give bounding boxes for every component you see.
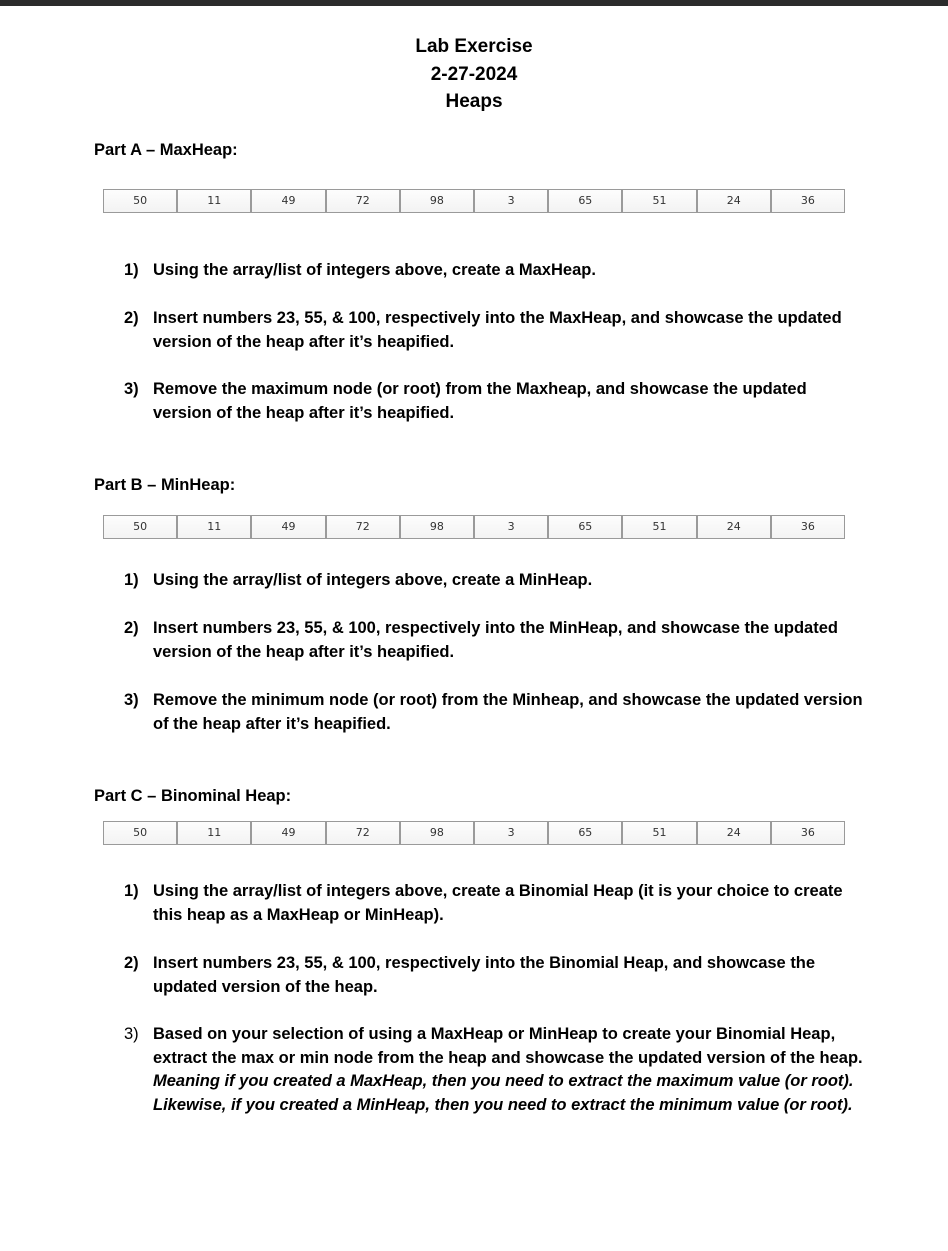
item-number: 2) [124, 309, 139, 327]
item-text: Insert numbers 23, 55, & 100, respectively into the MaxHeap, and showcase the updated version of the heap after it’s heapified. [153, 309, 842, 351]
item-text: Insert numbers 23, 55, & 100, respectively into the Binomial Heap, and showcase the updated version of the heap. [153, 954, 816, 996]
array-cell: 65 [547, 190, 621, 212]
part-c-array [103, 821, 845, 845]
title-line-1: Lab Exercise [415, 36, 533, 57]
array-cell: 24 [696, 822, 770, 844]
array-cell: 11 [176, 822, 250, 844]
array-cell: 72 [325, 516, 399, 538]
part-b-item-1 [124, 569, 864, 593]
array-cell: 98 [399, 190, 473, 212]
array-cell: 98 [399, 516, 473, 538]
document-title [0, 33, 948, 116]
part-c-item-2 [124, 952, 864, 999]
array-cell: 36 [770, 822, 844, 844]
array-cell: 24 [696, 190, 770, 212]
array-cell: 98 [399, 822, 473, 844]
item-text: Remove the maximum node (or root) from the Maxheap, and showcase the updated version of the heap after it’s heapified. [153, 380, 807, 422]
item-text: Insert numbers 23, 55, & 100, respectively into the MinHeap, and showcase the updated version of the heap after it’s heapified. [153, 619, 838, 661]
item-number: 1) [124, 882, 139, 900]
item-text: Using the array/list of integers above, create a Binomial Heap (it is your choice to create this heap as a MaxHeap or MinHeap). [153, 882, 843, 924]
part-b-array [103, 515, 845, 539]
array-cell: 65 [547, 516, 621, 538]
array-cell: 49 [250, 190, 324, 212]
array-cell: 3 [473, 516, 547, 538]
array-cell: 50 [104, 190, 176, 212]
item-number: 3) [124, 691, 139, 709]
item-number: 1) [124, 261, 139, 279]
array-cell: 72 [325, 190, 399, 212]
array-cell: 24 [696, 516, 770, 538]
part-c-item-1 [124, 880, 864, 927]
part-c-heading: Part C – Binominal Heap: [94, 787, 292, 805]
item-text: Remove the minimum node (or root) from the Minheap, and showcase the updated version of the heap after it’s heapified. [153, 691, 863, 733]
array-cell: 51 [621, 516, 695, 538]
title-date: 2-27-2024 [430, 63, 518, 85]
item-text: Using the array/list of integers above, create a MinHeap. [153, 571, 593, 589]
array-cell: 50 [104, 822, 176, 844]
array-cell: 49 [250, 516, 324, 538]
item-text-block [153, 1023, 864, 1117]
array-cell: 72 [325, 822, 399, 844]
item-italic-note: Meaning if you created a MaxHeap, then you need to extract the maximum value (or root). Likewise, if you created a MinHeap, then you need to extract the minimum value (or root). [153, 1072, 854, 1114]
array-cell: 50 [104, 516, 176, 538]
part-a-array [103, 189, 845, 213]
part-b-heading: Part B – MinHeap: [94, 476, 236, 494]
part-b-item-3 [124, 689, 864, 736]
part-a-item-1 [124, 259, 864, 283]
array-cell: 11 [176, 516, 250, 538]
part-c-item-3 [124, 1023, 864, 1117]
item-number: 3) [124, 380, 139, 398]
title-line-3: Heaps [445, 91, 503, 112]
array-cell: 51 [621, 190, 695, 212]
item-number: 3) [124, 1025, 139, 1043]
part-a-heading: Part A – MaxHeap: [94, 141, 238, 159]
item-number: 2) [124, 619, 139, 637]
array-cell: 51 [621, 822, 695, 844]
array-cell: 3 [473, 822, 547, 844]
array-cell: 36 [770, 516, 844, 538]
array-cell: 11 [176, 190, 250, 212]
item-number: 1) [124, 571, 139, 589]
array-cell: 49 [250, 822, 324, 844]
array-cell: 36 [770, 190, 844, 212]
top-border [0, 0, 948, 6]
part-b-item-2 [124, 617, 864, 664]
item-number: 2) [124, 954, 139, 972]
array-cell: 3 [473, 190, 547, 212]
item-text: Based on your selection of using a MaxHeap or MinHeap to create your Binomial Heap, extract the max or min node from the heap and showcase the updated version of the heap. [153, 1025, 863, 1067]
part-a-item-3 [124, 378, 864, 425]
item-text: Using the array/list of integers above, create a MaxHeap. [153, 261, 596, 279]
array-cell: 65 [547, 822, 621, 844]
part-a-item-2 [124, 307, 864, 354]
